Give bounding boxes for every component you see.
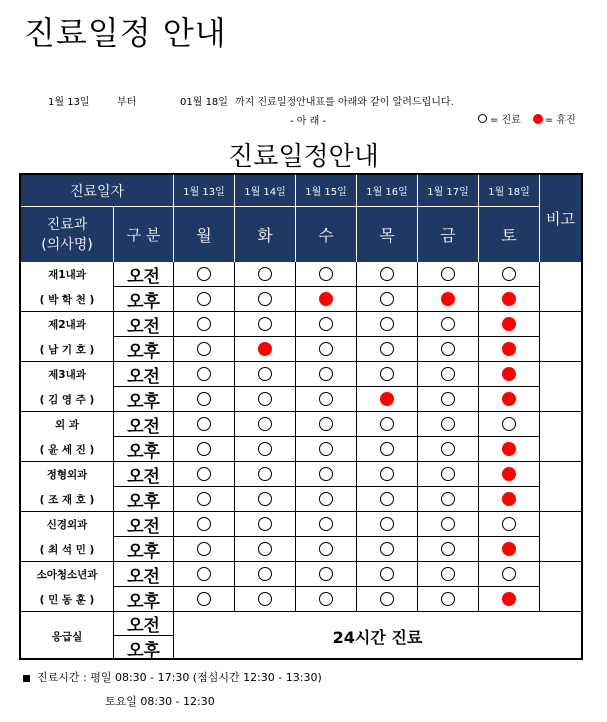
- footer-saturday-hours: 토요일 08:30 - 12:30: [105, 695, 215, 708]
- header-day: 월: [174, 207, 235, 262]
- header-day: 목: [357, 207, 418, 262]
- open-marker-icon: [197, 367, 211, 381]
- schedule-cell: [479, 462, 540, 487]
- open-marker-icon: [319, 417, 333, 431]
- closed-marker-icon: [502, 342, 516, 356]
- schedule-cell: [479, 262, 540, 287]
- dept-doctor: ( 김 영 주 ): [21, 387, 114, 412]
- schedule-cell: [235, 262, 296, 287]
- open-marker-icon: [197, 392, 211, 406]
- open-marker-icon: [197, 467, 211, 481]
- dept-name: 제3내과: [21, 362, 114, 387]
- pm-label: 오후: [114, 487, 174, 512]
- open-marker-icon: [319, 442, 333, 456]
- schedule-cell: [357, 312, 418, 337]
- open-marker-icon: [197, 342, 211, 356]
- open-marker-icon: [197, 492, 211, 506]
- schedule-cell: [174, 487, 235, 512]
- schedule-cell: [357, 262, 418, 287]
- schedule-cell: [418, 537, 479, 562]
- schedule-cell: [174, 337, 235, 362]
- closed-marker-icon: [502, 492, 516, 506]
- closed-marker-icon: [502, 467, 516, 481]
- pm-label: 오후: [114, 287, 174, 312]
- open-marker-icon: [441, 517, 455, 531]
- open-marker-icon: [319, 542, 333, 556]
- header-dept-label: 진료과 (의사명): [21, 207, 114, 262]
- schedule-cell: [174, 262, 235, 287]
- pm-label: 오후: [114, 537, 174, 562]
- schedule-cell: [479, 362, 540, 387]
- schedule-cell: [296, 537, 357, 562]
- open-marker-icon: [319, 467, 333, 481]
- dept-doctor: ( 박 학 천 ): [21, 287, 114, 312]
- bullet-square-icon: [23, 675, 30, 682]
- schedule-cell: [418, 262, 479, 287]
- am-label: 오전: [114, 462, 174, 487]
- open-marker-icon: [441, 317, 455, 331]
- schedule-cell: [296, 412, 357, 437]
- schedule-cell: [357, 562, 418, 587]
- open-marker-icon: [441, 442, 455, 456]
- page-title: 진료일정 안내: [24, 14, 227, 52]
- schedule-cell: [296, 462, 357, 487]
- schedule-cell: [174, 512, 235, 537]
- dept-doctor: ( 민 동 훈 ): [21, 587, 114, 612]
- schedule-cell: [296, 287, 357, 312]
- schedule-cell: [174, 362, 235, 387]
- open-marker-icon: [380, 517, 394, 531]
- emergency-text: 24시간 진료: [332, 627, 423, 647]
- schedule-cell: [296, 562, 357, 587]
- schedule-cell: [174, 562, 235, 587]
- open-marker-icon: [258, 492, 272, 506]
- closed-marker-icon: [502, 442, 516, 456]
- schedule-cell: [479, 337, 540, 362]
- schedule-cell: [235, 487, 296, 512]
- header-date-label: 진료일자: [21, 175, 174, 207]
- header-day: 금: [418, 207, 479, 262]
- closed-marker-icon: [502, 367, 516, 381]
- closed-marker-icon: [258, 342, 272, 356]
- schedule-cell: [418, 312, 479, 337]
- open-marker-icon: [258, 317, 272, 331]
- dept-name: 재1내과: [21, 262, 114, 287]
- open-marker-icon: [319, 567, 333, 581]
- schedule-cell: [174, 462, 235, 487]
- schedule-cell: [357, 537, 418, 562]
- schedule-cell: [296, 312, 357, 337]
- header-date: 1월 13일: [174, 175, 235, 207]
- schedule-cell: [235, 437, 296, 462]
- open-marker-icon: [258, 417, 272, 431]
- schedule-cell: [296, 337, 357, 362]
- schedule-cell: [235, 562, 296, 587]
- open-marker-icon: [319, 317, 333, 331]
- open-marker-icon: [258, 267, 272, 281]
- schedule-cell: [479, 512, 540, 537]
- schedule-cell: [418, 362, 479, 387]
- intro-suffix: 까지 진료일정안내표를 아래와 같이 알려드립니다.: [235, 97, 454, 108]
- open-marker-icon: [502, 567, 516, 581]
- note-cell: [540, 562, 581, 612]
- legend: [478, 111, 576, 126]
- schedule-cell: [296, 387, 357, 412]
- schedule-cell: [235, 412, 296, 437]
- schedule-cell: [479, 562, 540, 587]
- pm-label: 오후: [114, 636, 174, 660]
- open-marker-icon: [258, 592, 272, 606]
- open-marker-icon: [380, 342, 394, 356]
- header-day: 화: [235, 207, 296, 262]
- open-marker-icon: [319, 492, 333, 506]
- open-marker-icon: [197, 417, 211, 431]
- open-marker-icon: [380, 292, 394, 306]
- schedule-cell: [418, 512, 479, 537]
- schedule-cell: [357, 587, 418, 612]
- schedule-cell: [479, 412, 540, 437]
- schedule-cell: [418, 437, 479, 462]
- open-marker-icon: [441, 267, 455, 281]
- open-marker-icon: [197, 292, 211, 306]
- closed-marker-icon: [319, 292, 333, 306]
- schedule-cell: [357, 387, 418, 412]
- closed-marker-icon: [502, 292, 516, 306]
- schedule-cell: [235, 462, 296, 487]
- header-note-label: 비고: [540, 175, 581, 262]
- open-marker-icon: [319, 342, 333, 356]
- open-marker-icon: [502, 267, 516, 281]
- schedule-cell: [418, 587, 479, 612]
- closed-circle-icon: [533, 114, 543, 124]
- am-label: 오전: [114, 512, 174, 537]
- schedule-cell: [174, 537, 235, 562]
- schedule-cell: [418, 337, 479, 362]
- footer-weekday-text: 진료시간 : 평일 08:30 - 17:30 (점심시간 12:30 - 13:30): [37, 671, 322, 684]
- schedule-cell: [235, 512, 296, 537]
- schedule-cell: [357, 487, 418, 512]
- open-marker-icon: [258, 542, 272, 556]
- open-marker-icon: [197, 567, 211, 581]
- schedule-cell: [357, 437, 418, 462]
- header-day: 토: [479, 207, 540, 262]
- schedule-table: [19, 173, 583, 660]
- schedule-cell: [479, 387, 540, 412]
- dept-doctor: ( 최 석 민 ): [21, 537, 114, 562]
- closed-marker-icon: [502, 392, 516, 406]
- note-cell: [540, 312, 581, 362]
- header-day: 수: [296, 207, 357, 262]
- table-title: 진료일정안내: [228, 142, 379, 172]
- open-marker-icon: [197, 267, 211, 281]
- schedule-cell: [418, 562, 479, 587]
- open-marker-icon: [197, 317, 211, 331]
- pm-label: 오후: [114, 337, 174, 362]
- open-marker-icon: [380, 492, 394, 506]
- dept-doctor: ( 남 기 호 ): [21, 337, 114, 362]
- start-date: 1월 13일: [48, 97, 90, 108]
- schedule-cell: [174, 287, 235, 312]
- dept-name: 외 과: [21, 412, 114, 437]
- open-marker-icon: [319, 267, 333, 281]
- schedule-cell: [357, 512, 418, 537]
- schedule-cell: [418, 462, 479, 487]
- open-marker-icon: [380, 567, 394, 581]
- schedule-cell: [296, 262, 357, 287]
- dept-doctor: ( 조 재 호 ): [21, 487, 114, 512]
- am-label: 오전: [114, 612, 174, 636]
- am-label: 오전: [114, 412, 174, 437]
- intro-bottom-line: - 아 래 -: [290, 116, 327, 127]
- open-marker-icon: [502, 517, 516, 531]
- emergency-name: 응급실: [21, 612, 114, 660]
- schedule-cell: [479, 537, 540, 562]
- header-date: 1월 15일: [296, 175, 357, 207]
- schedule-cell: [235, 387, 296, 412]
- open-marker-icon: [319, 517, 333, 531]
- am-label: 오전: [114, 562, 174, 587]
- closed-marker-icon: [502, 542, 516, 556]
- header-date: 1월 16일: [357, 175, 418, 207]
- schedule-cell: [174, 387, 235, 412]
- schedule-cell: [296, 362, 357, 387]
- schedule-cell: [296, 512, 357, 537]
- dept-doctor: ( 윤 세 진 ): [21, 437, 114, 462]
- schedule-cell: [357, 462, 418, 487]
- open-marker-icon: [380, 267, 394, 281]
- schedule-cell: [357, 412, 418, 437]
- open-marker-icon: [441, 367, 455, 381]
- open-circle-icon: [478, 114, 487, 123]
- header-date: 1월 17일: [418, 175, 479, 207]
- schedule-cell: [235, 537, 296, 562]
- open-marker-icon: [197, 542, 211, 556]
- am-label: 오전: [114, 312, 174, 337]
- schedule-cell: [479, 312, 540, 337]
- open-marker-icon: [258, 367, 272, 381]
- schedule-cell: [235, 312, 296, 337]
- schedule-cell: [296, 437, 357, 462]
- open-marker-icon: [380, 417, 394, 431]
- closed-marker-icon: [380, 392, 394, 406]
- pm-label: 오후: [114, 587, 174, 612]
- note-cell: [540, 412, 581, 462]
- open-marker-icon: [258, 517, 272, 531]
- open-marker-icon: [258, 442, 272, 456]
- am-label: 오전: [114, 362, 174, 387]
- schedule-cell: [418, 287, 479, 312]
- open-marker-icon: [258, 292, 272, 306]
- note-cell: [540, 362, 581, 412]
- open-marker-icon: [258, 467, 272, 481]
- open-marker-icon: [258, 392, 272, 406]
- dept-name: 정형외과: [21, 462, 114, 487]
- schedule-cell: [174, 412, 235, 437]
- schedule-cell: [235, 337, 296, 362]
- schedule-cell: [235, 587, 296, 612]
- open-marker-icon: [441, 542, 455, 556]
- schedule-cell: [296, 587, 357, 612]
- open-marker-icon: [441, 392, 455, 406]
- footer-weekday-hours: [23, 669, 322, 685]
- open-marker-icon: [197, 592, 211, 606]
- schedule-cell: [418, 412, 479, 437]
- note-cell: [540, 512, 581, 562]
- closed-marker-icon: [441, 292, 455, 306]
- schedule-cell: [479, 437, 540, 462]
- closed-marker-icon: [502, 317, 516, 331]
- schedule-cell: [357, 362, 418, 387]
- schedule-cell: [479, 587, 540, 612]
- open-marker-icon: [441, 492, 455, 506]
- open-marker-icon: [441, 592, 455, 606]
- pm-label: 오후: [114, 437, 174, 462]
- from-label: 부터: [117, 97, 137, 108]
- schedule-cell: [418, 387, 479, 412]
- open-marker-icon: [441, 567, 455, 581]
- schedule-cell: [357, 287, 418, 312]
- open-marker-icon: [380, 367, 394, 381]
- schedule-cell: [174, 587, 235, 612]
- open-marker-icon: [380, 317, 394, 331]
- schedule-cell: [174, 437, 235, 462]
- dept-name: 신경외과: [21, 512, 114, 537]
- dept-name: 제2내과: [21, 312, 114, 337]
- legend-closed-label: = 휴진: [544, 115, 576, 126]
- schedule-cell: [296, 487, 357, 512]
- open-marker-icon: [319, 367, 333, 381]
- am-label: 오전: [114, 262, 174, 287]
- schedule-cell: [235, 362, 296, 387]
- schedule-cell: [418, 487, 479, 512]
- open-marker-icon: [319, 592, 333, 606]
- open-marker-icon: [380, 467, 394, 481]
- schedule-cell: [174, 312, 235, 337]
- open-marker-icon: [380, 542, 394, 556]
- schedule-cell: [479, 287, 540, 312]
- open-marker-icon: [197, 442, 211, 456]
- header-division-label: 구 분: [114, 207, 174, 262]
- open-marker-icon: [380, 442, 394, 456]
- open-marker-icon: [502, 417, 516, 431]
- open-marker-icon: [380, 592, 394, 606]
- open-marker-icon: [441, 342, 455, 356]
- header-date: 1월 14일: [235, 175, 296, 207]
- schedule-cell: [479, 487, 540, 512]
- open-marker-icon: [319, 392, 333, 406]
- note-cell: [540, 262, 581, 312]
- closed-marker-icon: [502, 592, 516, 606]
- schedule-cell: [357, 337, 418, 362]
- note-cell: [540, 462, 581, 512]
- legend-open-label: = 진료: [490, 115, 521, 126]
- open-marker-icon: [441, 467, 455, 481]
- open-marker-icon: [197, 517, 211, 531]
- schedule-cell: [235, 287, 296, 312]
- open-marker-icon: [258, 567, 272, 581]
- header-date: 1월 18일: [479, 175, 540, 207]
- end-date: 01월 18일: [180, 97, 228, 108]
- open-marker-icon: [441, 417, 455, 431]
- pm-label: 오후: [114, 387, 174, 412]
- dept-name: 소아청소년과: [21, 562, 114, 587]
